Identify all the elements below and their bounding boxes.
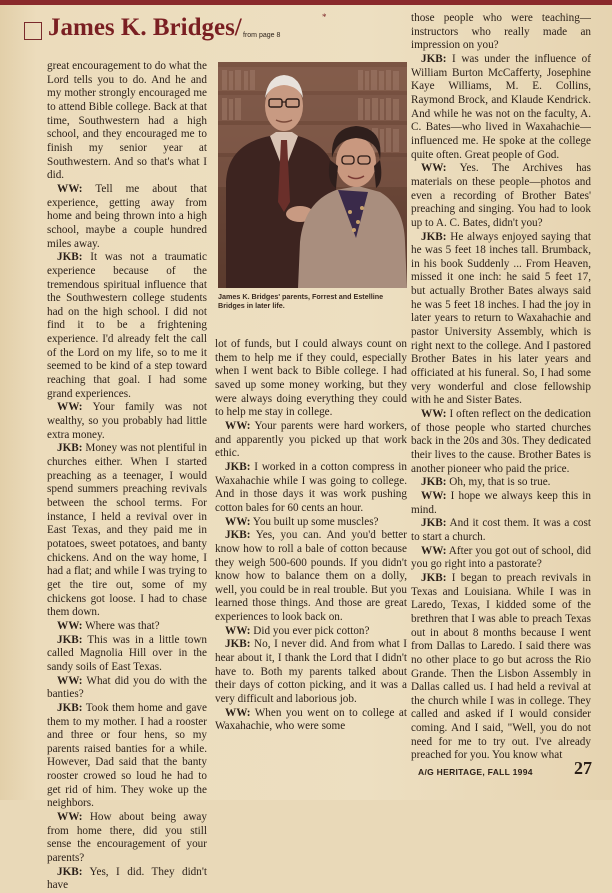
- photo-caption: James K. Bridges' parents, Forrest and Estelline Bridges in later life.: [218, 292, 384, 310]
- paragraph: [215, 420, 407, 461]
- paragraph-text: After you got out of school, did you go right into a pastorate?: [411, 544, 591, 571]
- speaker-label: JKB:: [421, 517, 447, 530]
- paragraph: [215, 707, 407, 734]
- paragraph: [47, 442, 207, 620]
- paragraph: [47, 401, 207, 442]
- paragraph: [47, 811, 207, 866]
- paragraph: [47, 183, 207, 251]
- star-mark-icon: *: [322, 12, 327, 22]
- paragraph: [411, 517, 591, 544]
- paragraph: [215, 638, 407, 706]
- speaker-label: WW:: [57, 182, 83, 195]
- photo-illustration: [218, 62, 407, 288]
- speaker-label: WW:: [225, 706, 251, 719]
- paragraph-text: great encouragement to do what the Lord tells you to do. And he and my mother strongly encouraged me to attend Bible college. Back at that time, Southwestern had a high school, and they encouraged me to finish my senior year at Southwestern. And so that's what I did.: [47, 60, 207, 182]
- speaker-label: JKB:: [225, 638, 251, 651]
- paragraph: [411, 545, 591, 572]
- speaker-label: WW:: [57, 811, 83, 824]
- paragraph: [215, 625, 407, 639]
- speaker-label: WW:: [57, 619, 83, 632]
- header-box-icon: [24, 22, 42, 40]
- paragraph: [215, 529, 407, 625]
- speaker-label: JKB:: [421, 230, 447, 243]
- paragraph: [215, 338, 407, 420]
- speaker-label: WW:: [57, 401, 83, 414]
- parents-photo: [218, 62, 407, 288]
- speaker-label: JKB:: [57, 251, 83, 264]
- speaker-label: WW:: [57, 674, 83, 687]
- paragraph: [47, 60, 207, 183]
- paragraph-text: Tell me about that experience, getting away from home and being thrown into a high school, maybe a couple hundred miles away.: [47, 182, 207, 250]
- speaker-label: JKB:: [421, 52, 447, 65]
- speaker-label: WW:: [421, 489, 447, 502]
- speaker-label: JKB:: [421, 571, 447, 584]
- paragraph-text: those people who were teaching—instructors who really made an impression on you?: [411, 12, 591, 52]
- column-3: [411, 12, 591, 763]
- paragraph-text: No, I never did. And from what I hear about it, I thank the Lord that I didn't have to. Both my parents talked about their days of cotton picking, and it was a very difficult and laborious job.: [215, 638, 407, 706]
- paragraph-text: He always enjoyed saying that he was 5 feet 18 inches tall. Brumback, in his book Suddenly ... From Heaven, missed it one inch: he said 5 feet 17, but actually Brother Bates always said he was 5 feet 18 inches. I had the joy in later years to return to Waxahachie and pastor University Assembly, which is right next to the college. And I pastored Brother Bates in his later years and officiated at his funeral. So, I had some very wonderful and close fellowship with he and Sister Bates.: [411, 230, 591, 407]
- paragraph-text: I often reflect on the dedication of those people who started churches back in the 20s and 30s. They dedicated their lives to the cause. Brother Bates is another pioneer who paid the price.: [411, 408, 591, 475]
- paragraph-text: You built up some muscles?: [250, 515, 379, 528]
- paragraph-text: Money was not plentiful in churches either. When I started preaching as a teenager, I would spend summers preaching revivals between the school terms. For instance, I held a revival over in East Texas, and they paid me in potatoes, sweet potatoes, and banty chickens. And on the way home, I had a flat; and while I was trying to get the tire out, some of my chickens got loose. I had to chase them down.: [47, 442, 207, 619]
- paragraph-text: lot of funds, but I could always count on them to help me if they could, especially when I went back to Bible college. I had saved up some money working, but they were always doing everything they could to help me stay in college.: [215, 338, 407, 419]
- paragraph-text: I hope we always keep this in mind.: [411, 489, 591, 516]
- paragraph: [411, 476, 591, 490]
- speaker-label: WW:: [421, 544, 447, 557]
- paragraph-text: I was under the influence of William Burton McCafferty, Josephine Kaye Williams, M. E. Collins, Raymond Brock, and Klaude Kendrick. And while he was not on the faculty, A. C. Bates—who lived in Waxahachie—influenced me. He spoke at the college quite often. Great people of God.: [411, 52, 591, 161]
- paragraph: [411, 408, 591, 476]
- publication-footer: A/G HERITAGE, FALL 1994: [418, 767, 533, 777]
- paragraph-text: Yes, I did. They didn't have: [47, 865, 207, 892]
- speaker-label: JKB:: [57, 442, 83, 455]
- column-1: [47, 60, 207, 893]
- paragraph-text: I worked in a cotton compress in Waxahachie while I was going to college. And in those days it was work pushing cotton bales for 60 cents an hour.: [215, 460, 407, 514]
- paragraph: [215, 461, 407, 516]
- paragraph: [411, 490, 591, 517]
- paragraph-text: How about being away from home there, did you still sense the encouragement of your parents?: [47, 811, 207, 865]
- paragraph: [411, 12, 591, 53]
- speaker-label: JKB:: [225, 529, 251, 542]
- paragraph-text: Did you ever pick cotton?: [250, 624, 370, 637]
- continued-from-note: from page 8: [243, 32, 281, 39]
- speaker-label: JKB:: [421, 476, 447, 489]
- paragraph-text: I began to preach revivals in Texas and Louisiana. While I was in Laredo, Texas, I kidded some of the brethren that I was able to preach Texas out in about 8 months because I went from Dallas to Laredo. I said there was no other place to go but across the Rio Grande. Then the Lisbon Assembly in Dallas called us. I had held a revival at the church while I was in college. They called and asked if I would consider coming. And I said, "Well, you do not need for me to try out. I've already preached for you. You know what: [411, 571, 591, 762]
- article-title: James K. Bridges/: [48, 14, 242, 41]
- speaker-label: JKB:: [57, 865, 83, 878]
- paragraph-text: Yes. The Archives has materials on these people—photos and even a recording of Brother Bates' preaching and singing. You had to look up to A. C. Bates, didn't you?: [411, 162, 591, 229]
- speaker-label: JKB:: [225, 460, 251, 473]
- speaker-label: WW:: [225, 624, 251, 637]
- paragraph: [47, 620, 207, 634]
- paragraph-text: Oh, my, that is so true.: [446, 476, 551, 489]
- paragraph: [411, 162, 591, 230]
- paragraph-text: Took them home and gave them to my mother. I had a rooster and three or four hens, so my parents raised banties for a while. However, Dad said that the banty rooster crowed so loud he had to get rid of him. They woke up the neighbors.: [47, 701, 207, 810]
- speaker-label: WW:: [225, 419, 251, 432]
- paragraph: [47, 866, 207, 893]
- paragraph-text: It was not a traumatic experience because of the tremendous spiritual influence that the Southwestern college students had on the high school. I did not find it to be a frightening experience. I'd already felt the call of the Lord on my life, so to me it seemed to be kind of a step toward reaching that goal. I had some grand experiences.: [47, 251, 207, 400]
- paragraph: [47, 702, 207, 811]
- paragraph: [215, 516, 407, 530]
- paragraph-text: What did you do with the banties?: [47, 674, 207, 701]
- paragraph-text: And it cost them. It was a cost to start a church.: [411, 517, 591, 543]
- column-2: [215, 338, 407, 734]
- paragraph-text: Your family was not wealthy, so you probably had little extra money.: [47, 401, 207, 441]
- paragraph: [47, 634, 207, 675]
- speaker-label: JKB:: [57, 633, 83, 646]
- paragraph-text: Your parents were hard workers, and apparently you picked up that work ethic.: [215, 419, 407, 460]
- page-number: 27: [574, 758, 592, 778]
- speaker-label: WW:: [421, 408, 447, 421]
- paragraph: [411, 572, 591, 763]
- paragraph-text: This was in a little town called Magnolia Hill over in the sandy soils of East Texas.: [47, 633, 207, 673]
- speaker-label: WW:: [225, 515, 251, 528]
- paragraph: [411, 231, 591, 409]
- paragraph-text: Where was that?: [82, 619, 160, 632]
- paragraph: [47, 251, 207, 401]
- speaker-label: JKB:: [57, 701, 83, 714]
- paragraph-text: When you went on to college at Waxahachie, who were some: [215, 706, 407, 733]
- top-rule: [0, 0, 612, 5]
- paragraph: [411, 53, 591, 162]
- speaker-label: WW:: [421, 162, 447, 175]
- paragraph-text: Yes, you can. And you'd better know how to roll a bale of cotton because they weigh 500-600 pounds. If you didn't know how to balance them on a dolly, well, you could be in real trouble. But you learned those things. And those are great experiences to look back on.: [215, 529, 407, 624]
- paragraph: [47, 675, 207, 702]
